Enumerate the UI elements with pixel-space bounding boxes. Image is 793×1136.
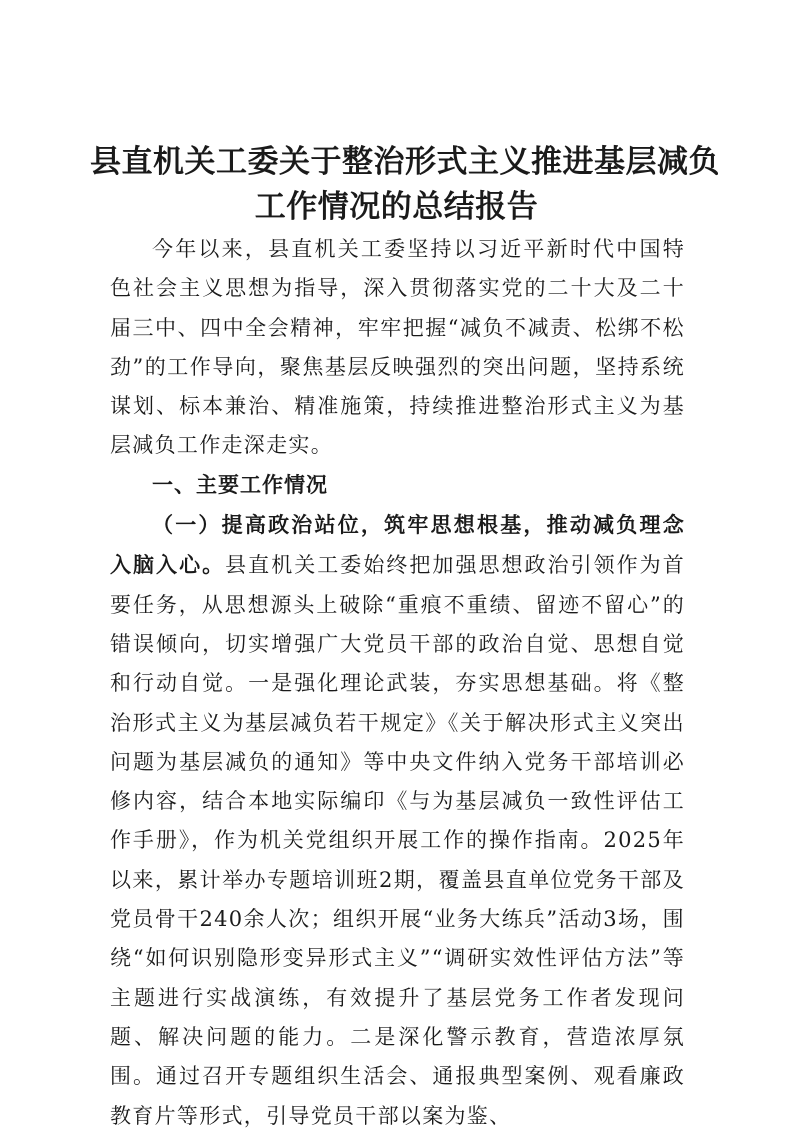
subsection-1-body: 县直机关工委始终把加强思想政治引领作为首要任务，从思想源头上破除“重痕不重绩、留迹不留心”的错误倾向，切实增强广大党员干部的政治自觉、思想自觉和行动自觉。一是强化理论武装，夯实思想基础。将《整治形式主义为基层减负若干规定》《关于解决形式主义突出问题为基层减负的通知》等中央文件纳入党务干部培训必修内容，结合本地实际编印《与为基层减负一致性评估工作手册》，作为机关党组织开展工作的操作指南。2025年以来，累计举办专题培训班2期，覆盖县直单位党务干部及党员骨干240余人次；组织开展“业务大练兵”活动3场，围绕“如何识别隐形变异形式主义”“调研实效性评估方法”等主题进行实战演练，有效提升了基层党务工作者发现问题、解决问题的能力。二是深化警示教育，营造浓厚氛围。通过召开专题组织生活会、通报典型案例、观看廉政教育片等形式，引导党员干部以案为鉴、 bbox=[110, 553, 686, 1128]
document-title-line-1: 县直机关工委关于整治形式主义推进基层减负 bbox=[90, 144, 720, 180]
subsection-1-paragraph bbox=[110, 505, 685, 1136]
intro-paragraph: 今年以来，县直机关工委坚持以习近平新时代中国特色社会主义思想为指导，深入贯彻落实党的二十大及二十届三中、四中全会精神，牢牢把握“减负不减责、松绑不松劲”的工作导向，聚焦基层反映强烈的突出问题，坚持系统谋划、标本兼治、精准施策，持续推进整治形式主义为基层减负工作走深走实。 bbox=[110, 237, 685, 458]
section-1-heading: 一、主要工作情况 bbox=[152, 472, 328, 497]
document-body bbox=[110, 230, 685, 1136]
subsection-1-lead: （一）提高政治站位，筑牢思想根基，推动减负理念入脑入心。 bbox=[110, 512, 685, 578]
document-title-line-2: 工作情况的总结报告 bbox=[254, 189, 539, 225]
